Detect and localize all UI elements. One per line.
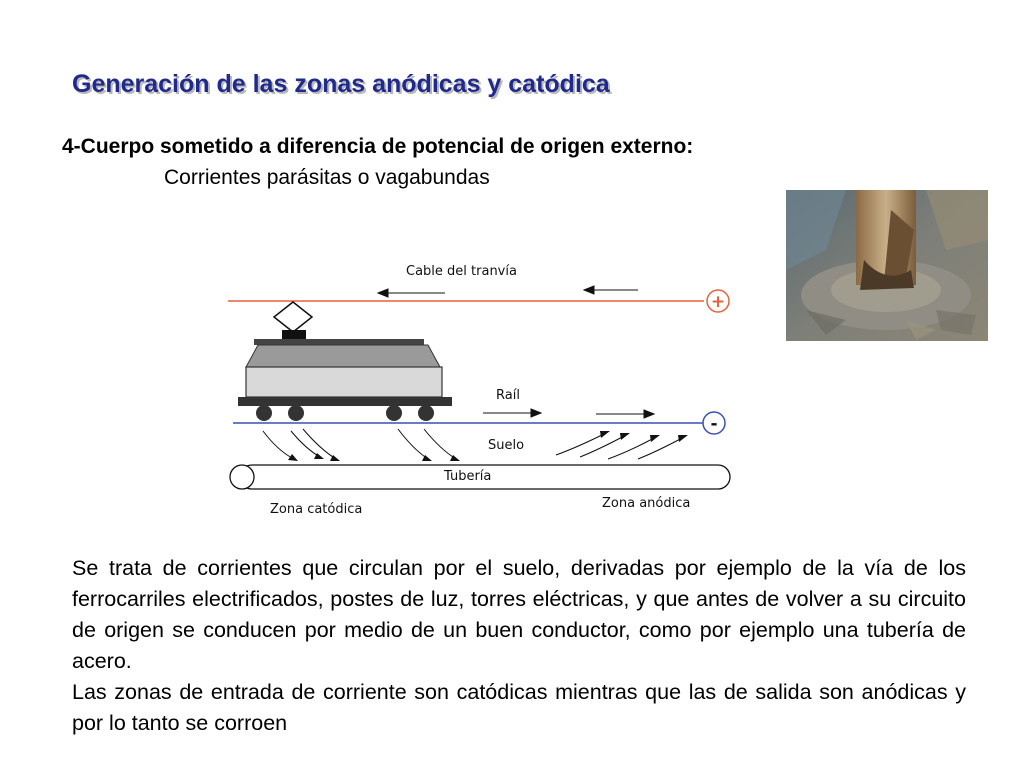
paragraph-2: Las zonas de entrada de corriente son catódicas mientras que las de salida son anódicas y por lo tanto se corroen xyxy=(72,680,966,735)
paragraph-1: Se trata de corrientes que circulan por el suelo, derivadas por ejemplo de la vía de los ferrocarriles electrificados, postes de luz, torres eléctricas, y que antes de volver a su circuito de origen se conducen por medio de un buen conductor, como por ejemplo una tubería de acero. xyxy=(72,556,966,673)
corroded-pole-photo xyxy=(786,190,988,341)
anodic-zone-label: Zona anódica xyxy=(602,496,691,511)
stray-current-diagram xyxy=(228,255,743,525)
slide-subsubtitle: Corrientes parásitas o vagabundas xyxy=(164,166,490,189)
plus-sign: + xyxy=(710,292,726,312)
body-text xyxy=(72,553,966,739)
pantograph-icon xyxy=(274,302,312,339)
soil-label: Suelo xyxy=(488,438,525,453)
cathodic-arrow-heads xyxy=(288,453,460,461)
slide-subtitle: 4-Cuerpo sometido a diferencia de potencial de origen externo: xyxy=(62,135,694,158)
minus-sign: - xyxy=(710,414,718,434)
cable-label: Cable del tranvía xyxy=(406,264,517,279)
anodic-arrow-heads xyxy=(600,431,688,442)
cathodic-zone-label: Zona catódica xyxy=(270,502,363,517)
cable-current-arrows xyxy=(378,286,638,297)
rail-label: Raíl xyxy=(496,388,520,403)
anodic-current-arrows xyxy=(556,433,684,459)
tram-car-icon xyxy=(238,339,452,421)
pipe-label: Tubería xyxy=(444,469,492,484)
rail-current-arrows xyxy=(483,409,654,418)
slide-title: Generación de las zonas anódicas y catódica xyxy=(72,70,610,98)
